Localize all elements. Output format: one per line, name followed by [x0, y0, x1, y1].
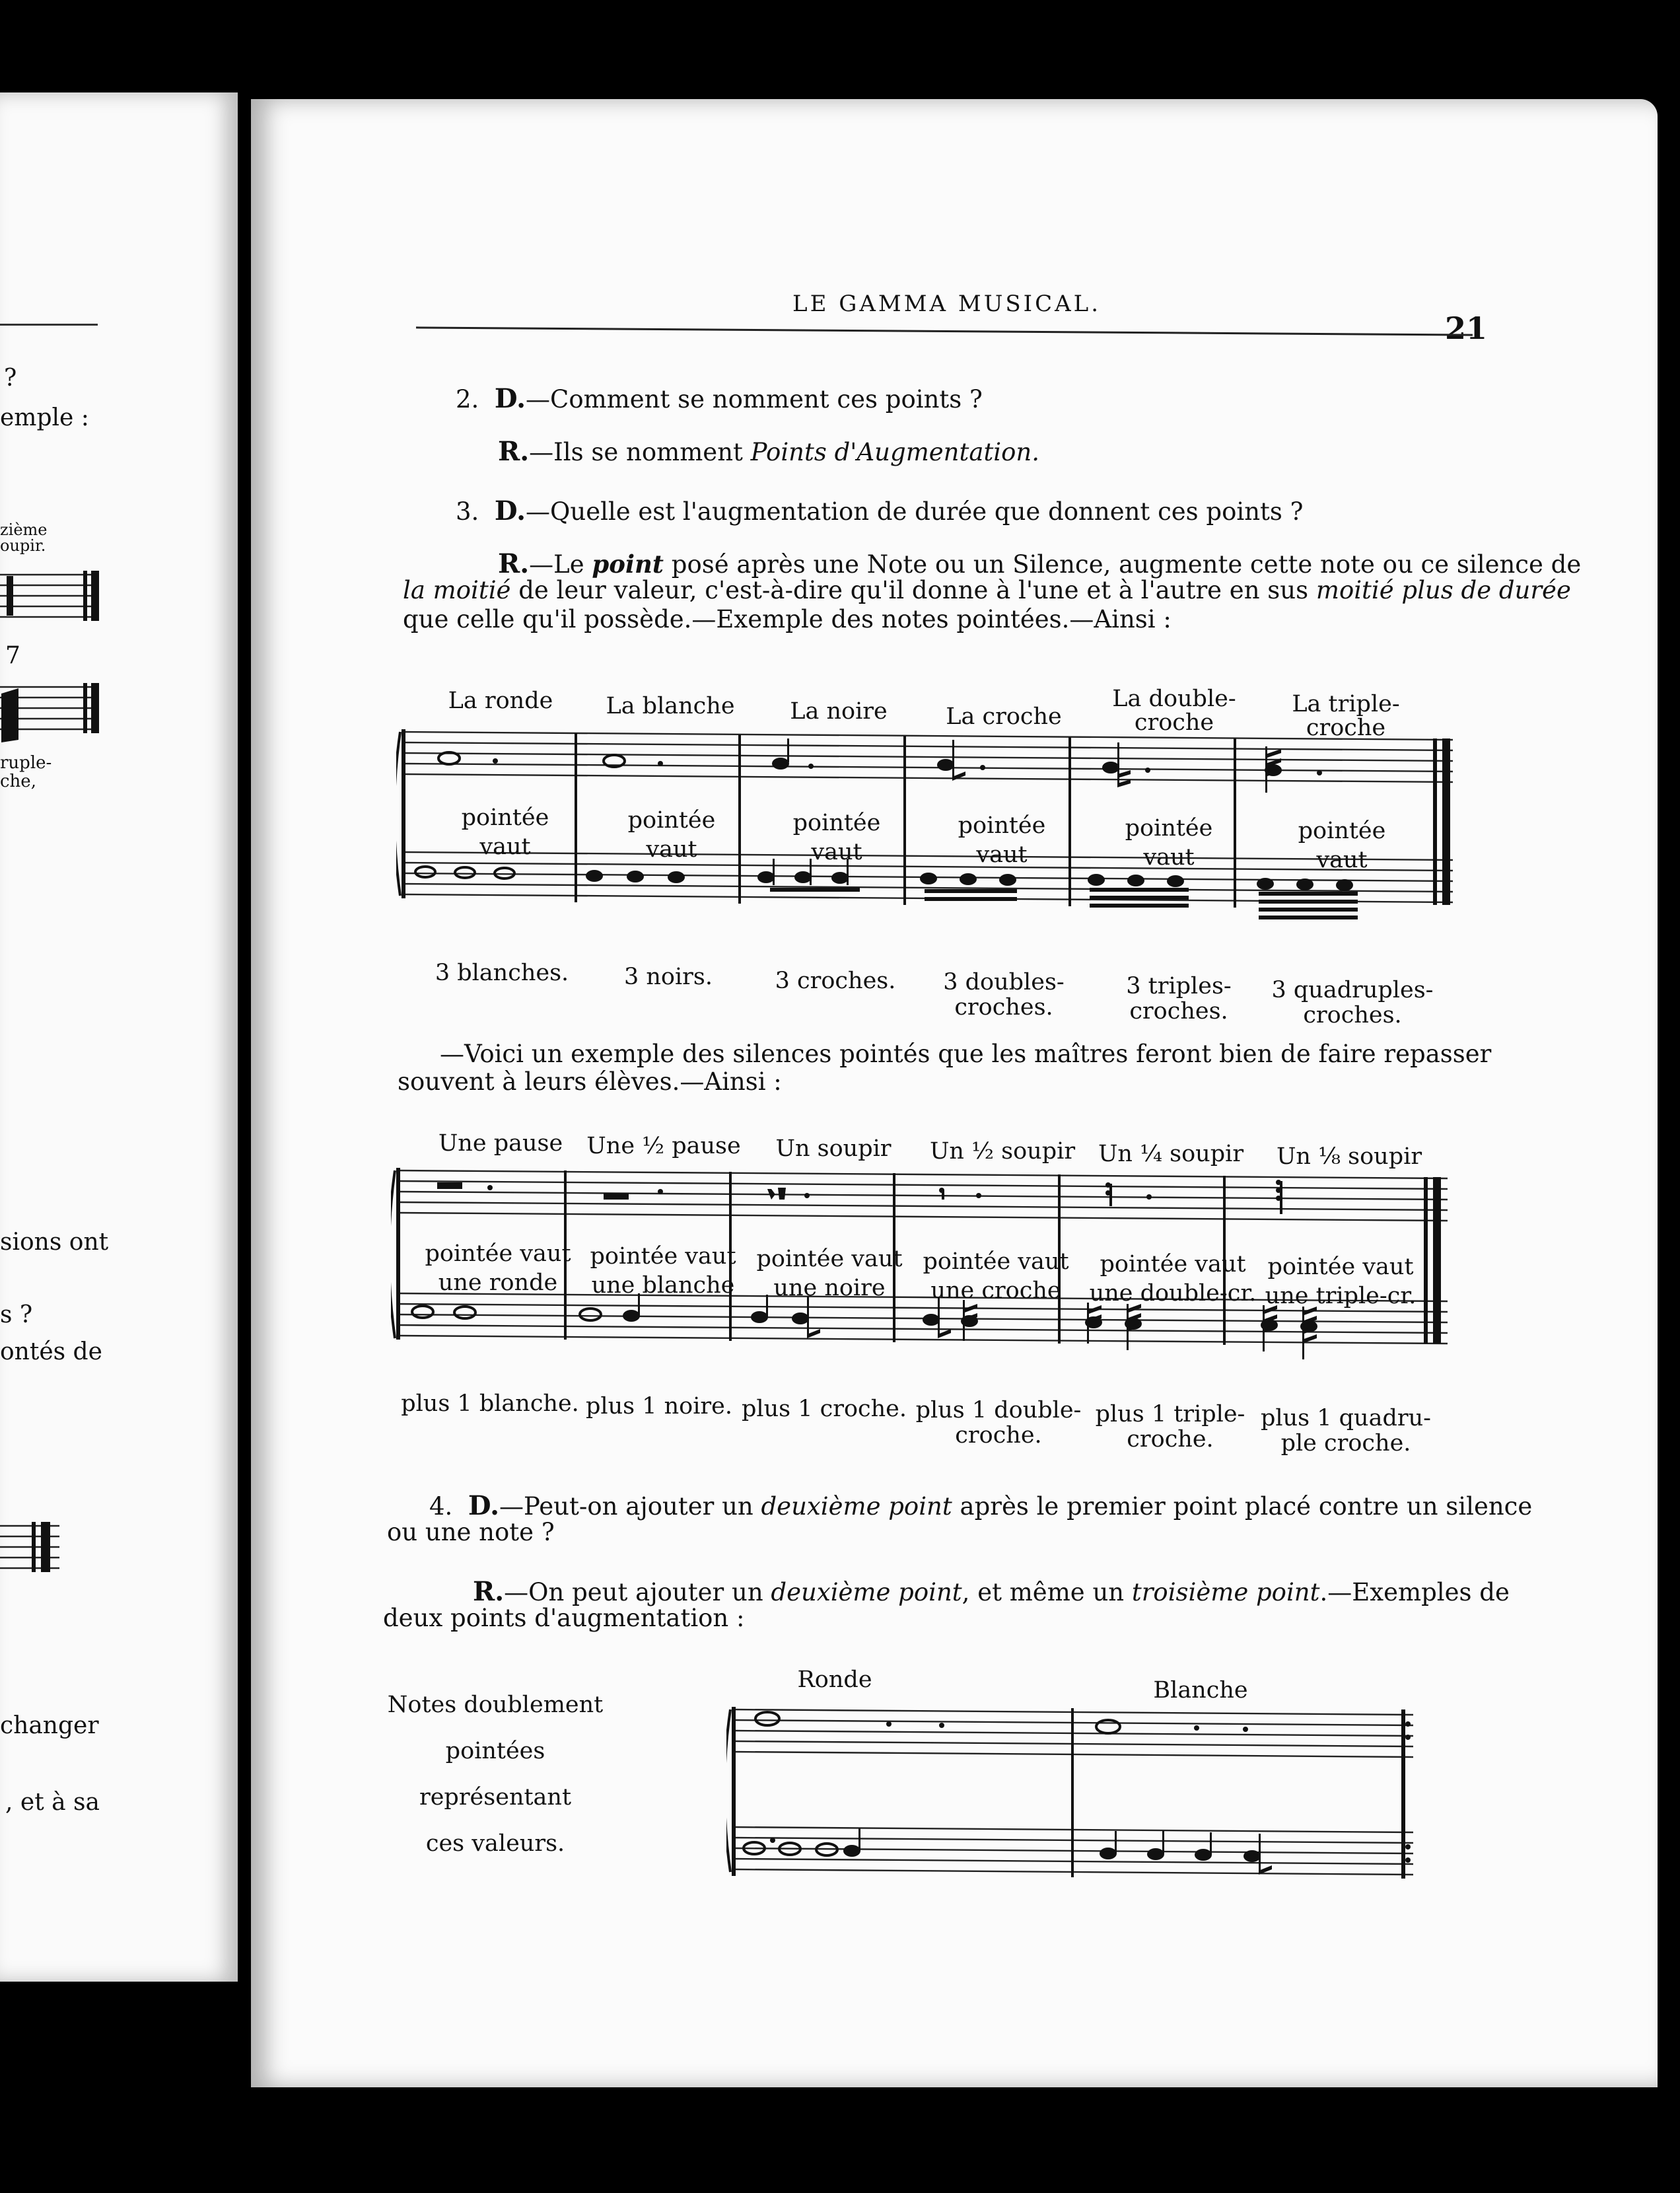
left-fragment: oupir. [0, 536, 46, 555]
pointee-vaut: pointée vaut [461, 805, 549, 860]
answer-4-line-1: R.—On peut ajouter un deuxième point, et même un troisième point.—Exemples de [473, 1576, 1510, 1607]
question-marker: D. [468, 1490, 500, 1521]
rest-equivalence: pointée vaut une double-cr. [1089, 1251, 1257, 1307]
question-3: 3. D.—Quelle est l'augmentation de durée que donnent ces points ? [456, 495, 1304, 526]
rest-label-top: Un ¼ soupir [1098, 1141, 1244, 1167]
answer-marker: R. [473, 1576, 505, 1607]
left-fragment: changer [0, 1712, 99, 1739]
rest-equivalence: pointée vaut une triple-cr. [1265, 1254, 1417, 1309]
rest-equivalence: pointée vaut une ronde [425, 1240, 571, 1296]
rest-label-bottom: plus 1 quadru- ple croche. [1261, 1405, 1431, 1456]
note-label-bottom: 3 blanches. [435, 960, 569, 986]
rest-label-bottom: plus 1 blanche. [401, 1390, 579, 1417]
left-fragment: zième [0, 521, 48, 539]
rest-equivalence: pointée vaut une blanche [590, 1243, 736, 1299]
running-title: LE GAMMA MUSICAL. [792, 291, 1102, 317]
right-page [251, 99, 1658, 2087]
rest-label-top: Une pause [438, 1130, 563, 1157]
note-label-bottom: 3 triples- croches. [1126, 973, 1232, 1025]
note-label-bottom: 3 croches. [775, 968, 896, 994]
rest-equivalence: pointée vaut une noire [756, 1246, 903, 1301]
rest-label-top: Un ⅛ soupir [1276, 1143, 1422, 1170]
answer-marker: R. [498, 436, 530, 467]
question-marker: D. [494, 383, 526, 414]
pointee-vaut: pointée vaut [1298, 818, 1386, 873]
pointee-vaut: pointée vaut [1125, 815, 1213, 871]
header-rule [416, 326, 1473, 336]
staff-label: Blanche [1153, 1677, 1248, 1704]
question-marker: D. [494, 495, 526, 526]
side-caption-line: ces valeurs. [425, 1830, 565, 1857]
note-label-top: La ronde [448, 688, 553, 714]
side-caption-line: pointées [445, 1738, 545, 1764]
silences-intro-line-1: —Voici un exemple des silences pointés que les maîtres feront bien de faire repasser [440, 1040, 1492, 1068]
answer-3-line-1: R.—Le point posé après une Note ou un Silence, augmente cette note ou ce silence de [498, 548, 1582, 579]
rest-label-top: Une ½ pause [586, 1133, 741, 1159]
pointee-vaut: pointée vaut [958, 812, 1046, 868]
answer-2: R.—Ils se nomment Points d'Augmentation. [498, 436, 1040, 467]
left-fragment: s ? [0, 1301, 33, 1328]
left-fragment: , et à sa [5, 1789, 100, 1816]
rest-label-bottom: plus 1 triple- croche. [1095, 1401, 1245, 1453]
note-label-bottom: 3 doubles- croches. [943, 969, 1065, 1021]
left-fragment: emple : [0, 404, 89, 431]
answer-3-line-2: la moitié de leur valeur, c'est-à-dire qu'il donne à l'une et à l'autre en sus moitié plus de durée [403, 576, 1571, 604]
left-rule [0, 324, 98, 326]
note-label-top: La double- croche [1112, 686, 1236, 736]
answer-marker: R. [498, 548, 530, 579]
note-label-top: La blanche [606, 693, 735, 719]
pointee-vaut: pointée vaut [792, 810, 881, 865]
pointee-vaut: pointée vaut [627, 807, 716, 863]
left-fragment: che, [0, 772, 36, 791]
answer-3-line-3: que celle qu'il possède.—Exemple des notes pointées.—Ainsi : [403, 605, 1172, 633]
left-page [0, 92, 238, 1982]
left-staff-fragment [0, 561, 106, 628]
left-fragment: ontés de [0, 1338, 102, 1365]
staff-label: Ronde [797, 1667, 872, 1693]
left-fragment: ? [4, 365, 17, 392]
rest-label-bottom: plus 1 croche. [741, 1396, 907, 1422]
note-label-top: La croche [946, 703, 1062, 730]
page-number: 21 [1445, 310, 1488, 346]
left-staff-fragment [0, 674, 106, 746]
silences-intro-line-2: souvent à leurs élèves.—Ainsi : [398, 1067, 782, 1096]
question-2: 2. D.—Comment se nomment ces points ? [456, 383, 983, 414]
rest-label-bottom: plus 1 noire. [586, 1393, 732, 1420]
note-label-top: La triple- croche [1292, 691, 1400, 741]
note-label-bottom: 3 quadruples- croches. [1271, 977, 1434, 1028]
rest-label-bottom: plus 1 double- croche. [915, 1397, 1082, 1449]
left-fragment: sions ont [0, 1229, 109, 1256]
note-label-bottom: 3 noirs. [623, 964, 713, 990]
answer-4-line-2: deux points d'augmentation : [383, 1604, 745, 1632]
note-label-top: La noire [790, 698, 888, 725]
rest-label-top: Un ½ soupir [929, 1138, 1076, 1165]
left-staff-fragment [0, 1513, 79, 1585]
side-caption-line: Notes doublement [387, 1692, 604, 1718]
side-caption-line: représentant [419, 1784, 572, 1811]
question-4-line-1: 4. D.—Peut-on ajouter un deuxième point après le premier point placé contre un silence [429, 1490, 1533, 1521]
left-fragment: ruple- [0, 753, 52, 773]
double-dot-staff [726, 1698, 1426, 1916]
rest-label-top: Un soupir [775, 1135, 892, 1162]
question-4-line-2: ou une note ? [387, 1518, 555, 1546]
left-fragment: 7 [5, 642, 20, 669]
rest-equivalence: pointée vaut une croche [923, 1248, 1069, 1304]
